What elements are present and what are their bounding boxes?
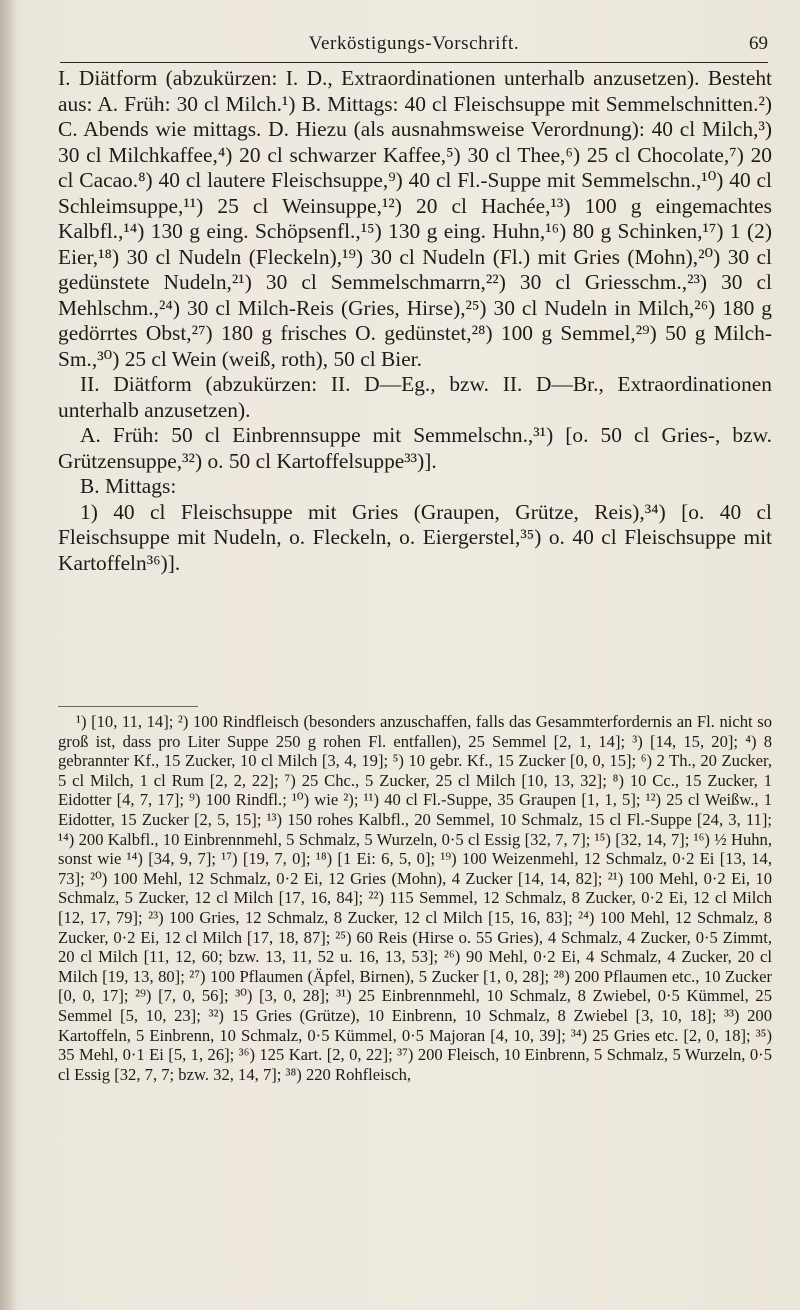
page-number: 69	[749, 33, 768, 54]
running-title: Verköstigungs-Vorschrift.	[308, 33, 520, 54]
paragraph-frueh: A. Früh: 50 cl Einbrennsuppe mit Semmelschn.,³¹) [o. 50 cl Gries-, bzw. Grützensuppe,³²) o. 50 cl Kartoffelsuppe³³)].	[58, 423, 772, 473]
paragraph-mittags-heading: B. Mittags:	[80, 474, 177, 498]
paragraph-diaetform-1: I. Diätform (abzukürzen: I. D., Extraordinationen unterhalb anzusetzen). Besteht aus: A. Früh: 30 cl Milch.¹) B. Mittags: 40 cl Fleischsuppe mit Semmelschnitten.²) C. Abends wie mittags. D. Hiezu (als ausnahmsweise Verordnung): 40 cl Milch,³) 30 cl Milchkaffee,⁴) 20 cl schwarzer Kaffee,⁵) 30 cl Thee,⁶) 25 cl Chocolate,⁷) 20 cl Cacao.⁸) 40 cl lautere Fleischsuppe,⁹) 40 cl Fl.-Suppe mit Semmelschn.,¹⁰) 40 cl Schleimsuppe,¹¹) 25 cl Weinsuppe,¹²) 20 cl Hachée,¹³) 100 g eingemachtes Kalbfl.,¹⁴) 130 g eing. Schöpsenfl.,¹⁵) 130 g eing. Huhn,¹⁶) 80 g Schinken,¹⁷) 1 (2) Eier,¹⁸) 30 cl Nudeln (Fleckeln),¹⁹) 30 cl Nudeln (Fl.) mit Gries (Mohn),²⁰) 30 cl gedünstete Nudeln,²¹) 30 cl Semmelschmarrn,²²) 30 cl Griesschm.,²³) 30 cl Mehlschm.,²⁴) 30 cl Milch-Reis (Gries, Hirse),²⁵) 30 cl Nudeln in Milch,²⁶) 180 g gedörrtes Obst,²⁷) 180 g frisches O. gedünstet,²⁸) 100 g Semmel,²⁹) 50 g Milch-Sm.,³⁰) 25 cl Wein (weiß, roth), 50 cl Bier.	[58, 66, 772, 371]
page-gutter-shadow	[0, 0, 16, 1310]
footnote-rule	[58, 706, 198, 707]
main-text	[58, 66, 772, 576]
page-header	[60, 30, 768, 63]
footnotes	[58, 712, 772, 1084]
paragraph-mittags-1: 1) 40 cl Fleischsuppe mit Gries (Graupen, Grütze, Reis),³⁴) [o. 40 cl Fleischsuppe mit Nudeln, o. Fleckeln, o. Eiergerstel,³⁵) o. 40 cl Fleischsuppe mit Kartoffeln³⁶)].	[58, 499, 772, 575]
footnote-block: ¹) [10, 11, 14]; ²) 100 Rindfleisch (besonders anzuschaffen, falls das Gesammterfordernis an Fl. nicht so groß ist, dass pro Liter Suppe 250 g rohen Fl. entfallen), 25 Semmel [2, 1, 14]; ³) [14, 15, 20]; ⁴) 8 gebrannter Kf., 15 Zucker, 10 cl Milch [3, 4, 19]; ⁵) 10 gebr. Kf., 15 Zucker [0, 0, 15]; ⁶) 2 Th., 20 Zucker, 5 cl Milch, 1 cl Rum [2, 2, 22]; ⁷) 25 Chc., 5 Zucker, 25 cl Milch [10, 13, 32]; ⁸) 10 Cc., 15 Zucker, 1 Eidotter [4, 7, 17]; ⁹) 100 Rindfl.; ¹⁰) wie ²); ¹¹) 40 cl Fl.-Suppe, 35 Graupen [1, 1, 5]; ¹²) 25 cl Weißw., 1 Eidotter, 15 Zucker [2, 5, 15]; ¹³) 150 rohes Kalbfl., 20 Semmel, 10 Schmalz, 15 cl Fl.-Suppe [24, 3, 11]; ¹⁴) 200 Kalbfl., 10 Einbrennmehl, 5 Schmalz, 5 Wurzeln, 0·5 cl Essig [32, 7, 7]; ¹⁵) [32, 14, 7]; ¹⁶) ½ Huhn, sonst wie ¹⁴) [34, 9, 7]; ¹⁷) [19, 7, 0]; ¹⁸) [1 Ei: 6, 5, 0]; ¹⁹) 100 Weizenmehl, 12 Schmalz, 0·2 Ei [13, 14, 73]; ²⁰) 100 Mehl, 12 Schmalz, 0·2 Ei, 12 Gries (Mohn), 4 Zucker [14, 14, 82]; ²¹) 100 Mehl, 0·2 Ei, 10 Schmalz, 5 Zucker, 12 cl Milch [17, 16, 84]; ²²) 115 Semmel, 12 Schmalz, 8 Zucker, 0·2 Ei, 12 cl Milch [12, 17, 79]; ²³) 100 Gries, 12 Schmalz, 8 Zucker, 12 cl Milch [15, 16, 83]; ²⁴) 100 Mehl, 12 Schmalz, 8 Zucker, 0·2 Ei, 12 cl Milch [17, 18, 87]; ²⁵) 60 Reis (Hirse o. 55 Gries), 4 Schmalz, 4 Zucker, 0·5 Zimmt, 20 cl Milch [11, 12, 60; bzw. 13, 11, 52 u. 16, 13, 53]; ²⁶) 90 Mehl, 0·2 Ei, 4 Schmalz, 4 Zucker, 20 cl Milch [19, 13, 80]; ²⁷) 100 Pflaumen (Äpfel, Birnen), 5 Zucker [1, 0, 28]; ²⁸) 200 Pflaumen etc., 10 Zucker [0, 0, 17]; ²⁹) [7, 0, 56]; ³⁰) [3, 0, 28]; ³¹) 25 Einbrennmehl, 10 Schmalz, 8 Zwiebel, 0·5 Kümmel, 25 Semmel [5, 10, 23]; ³²) 15 Gries (Grütze), 10 Einbrenn, 10 Schmalz, 8 Zwiebel [3, 10, 18]; ³³) 200 Kartoffeln, 5 Einbrenn, 10 Schmalz, 0·5 Kümmel, 0·5 Majoran [4, 10, 39]; ³⁴) 25 Gries etc. [2, 0, 18]; ³⁵) 35 Mehl, 0·1 Ei [5, 1, 26]; ³⁶) 125 Kart. [2, 0, 22]; ³⁷) 200 Fleisch, 10 Einbrenn, 5 Schmalz, 5 Wurzeln, 0·5 cl Essig [32, 7, 7; bzw. 32, 14, 7]; ³⁸) 220 Rohfleisch,	[58, 712, 772, 1084]
paragraph-diaetform-2: II. Diätform (abzukürzen: II. D—Eg., bzw. II. D—Br., Extraordinationen unterhalb anzusetzen).	[58, 372, 772, 422]
